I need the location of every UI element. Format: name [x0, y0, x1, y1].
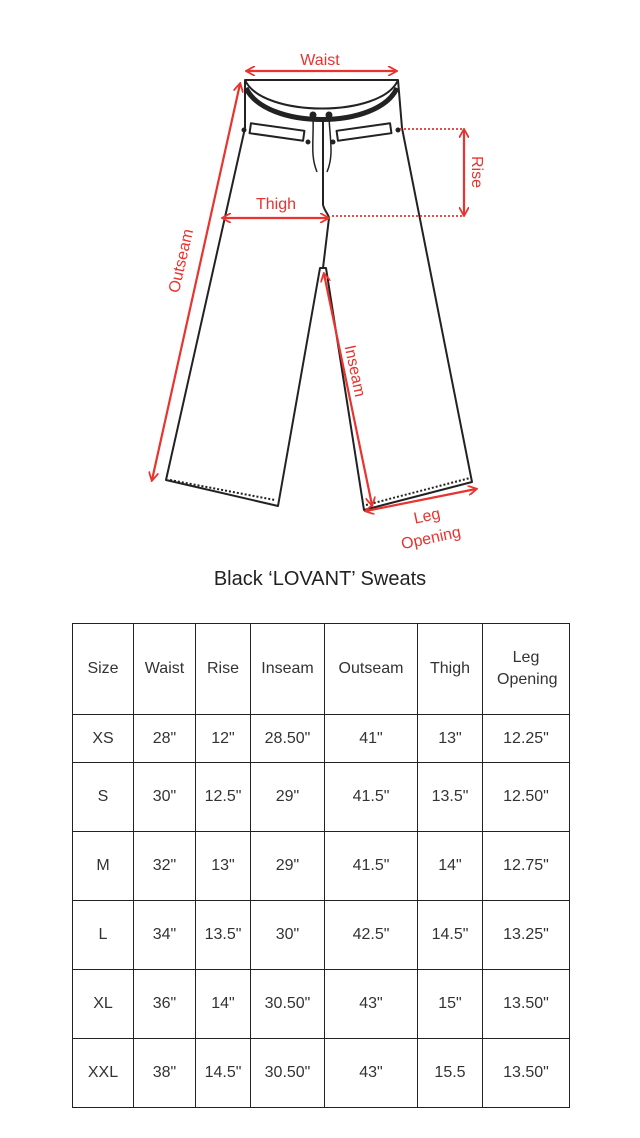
- inseam-label: Inseam: [340, 343, 369, 399]
- table-cell: 13": [418, 715, 483, 763]
- header-outseam: Outseam: [325, 624, 418, 715]
- table-cell: 13.50": [483, 1039, 570, 1108]
- drawstring-left: [313, 117, 317, 172]
- table-row: [73, 1039, 570, 1108]
- product-title: Black ‘LOVANT’ Sweats: [213, 568, 427, 590]
- table-cell: 12.5": [196, 763, 251, 832]
- table-row: [73, 715, 570, 763]
- table-cell: 29": [251, 832, 325, 901]
- drawstring-eyelet-right: [327, 113, 332, 118]
- waistband-curve: [245, 80, 398, 109]
- table-row: [73, 763, 570, 832]
- table-cell: 12.50": [483, 763, 570, 832]
- table-cell: 30.50": [251, 1039, 325, 1108]
- drawstring-right: [327, 117, 331, 172]
- crotch-curve: [323, 205, 329, 268]
- waistband-inner: [246, 88, 397, 120]
- header-waist: Waist: [134, 624, 196, 715]
- header-size: Size: [73, 624, 134, 715]
- header-leg-opening: Leg Opening: [483, 624, 570, 715]
- table-cell: 14.5": [418, 901, 483, 970]
- table-cell: XL: [73, 970, 134, 1039]
- leg-opening-label-line2: Opening: [399, 523, 463, 554]
- table-cell: 30.50": [251, 970, 325, 1039]
- leg-opening-label-line1: Leg: [412, 505, 442, 528]
- outseam-arrow: [152, 84, 240, 480]
- table-row: [73, 970, 570, 1039]
- table-cell: 12.75": [483, 832, 570, 901]
- table-cell: S: [73, 763, 134, 832]
- outseam-label: Outseam: [166, 227, 198, 295]
- rise-label: Rise: [468, 155, 485, 189]
- table-cell: 34": [134, 901, 196, 970]
- table-cell: 12.25": [483, 715, 570, 763]
- table-cell: 41": [325, 715, 418, 763]
- table-cell: 41.5": [325, 763, 418, 832]
- table-cell: 36": [134, 970, 196, 1039]
- pants-body: [166, 80, 472, 510]
- table-cell: L: [73, 901, 134, 970]
- waist-label: Waist: [300, 52, 340, 69]
- table-cell: 12": [196, 715, 251, 763]
- table-cell: M: [73, 832, 134, 901]
- table-cell: 13.50": [483, 970, 570, 1039]
- table-cell: 30": [134, 763, 196, 832]
- table-cell: 13.5": [418, 763, 483, 832]
- table-row: [73, 901, 570, 970]
- table-cell: 14": [418, 832, 483, 901]
- table-cell: 13": [196, 832, 251, 901]
- size-chart-table: [72, 623, 570, 1108]
- table-cell: 28": [134, 715, 196, 763]
- table-cell: 15": [418, 970, 483, 1039]
- table-cell: 42.5": [325, 901, 418, 970]
- header-thigh: Thigh: [418, 624, 483, 715]
- header-inseam: Inseam: [251, 624, 325, 715]
- pants-measurement-diagram: [0, 0, 640, 560]
- measurement-arrows: [152, 71, 476, 511]
- table-cell: 14": [196, 970, 251, 1039]
- right-pocket: [337, 123, 392, 140]
- table-cell: XS: [73, 715, 134, 763]
- pocket-rivet-left: [307, 141, 310, 144]
- drawstring-eyelet-left: [311, 113, 316, 118]
- table-cell: 13.5": [196, 901, 251, 970]
- left-rivet: [243, 129, 246, 132]
- pants-outline: [166, 80, 472, 510]
- table-cell: 28.50": [251, 715, 325, 763]
- table-cell: XXL: [73, 1039, 134, 1108]
- right-rivet: [397, 129, 400, 132]
- thigh-label: Thigh: [255, 196, 297, 213]
- table-cell: 38": [134, 1039, 196, 1108]
- table-cell: 41.5": [325, 832, 418, 901]
- left-pocket: [250, 123, 305, 140]
- pocket-rivet-right: [332, 141, 335, 144]
- table-cell: 29": [251, 763, 325, 832]
- table-cell: 15.5: [418, 1039, 483, 1108]
- table-cell: 13.25": [483, 901, 570, 970]
- table-cell: 30": [251, 901, 325, 970]
- table-cell: 32": [134, 832, 196, 901]
- table-row: [73, 832, 570, 901]
- table-cell: 43": [325, 1039, 418, 1108]
- table-cell: 14.5": [196, 1039, 251, 1108]
- table-header-row: [73, 624, 570, 715]
- table-cell: 43": [325, 970, 418, 1039]
- left-hem-stitch: [170, 480, 275, 500]
- header-rise: Rise: [196, 624, 251, 715]
